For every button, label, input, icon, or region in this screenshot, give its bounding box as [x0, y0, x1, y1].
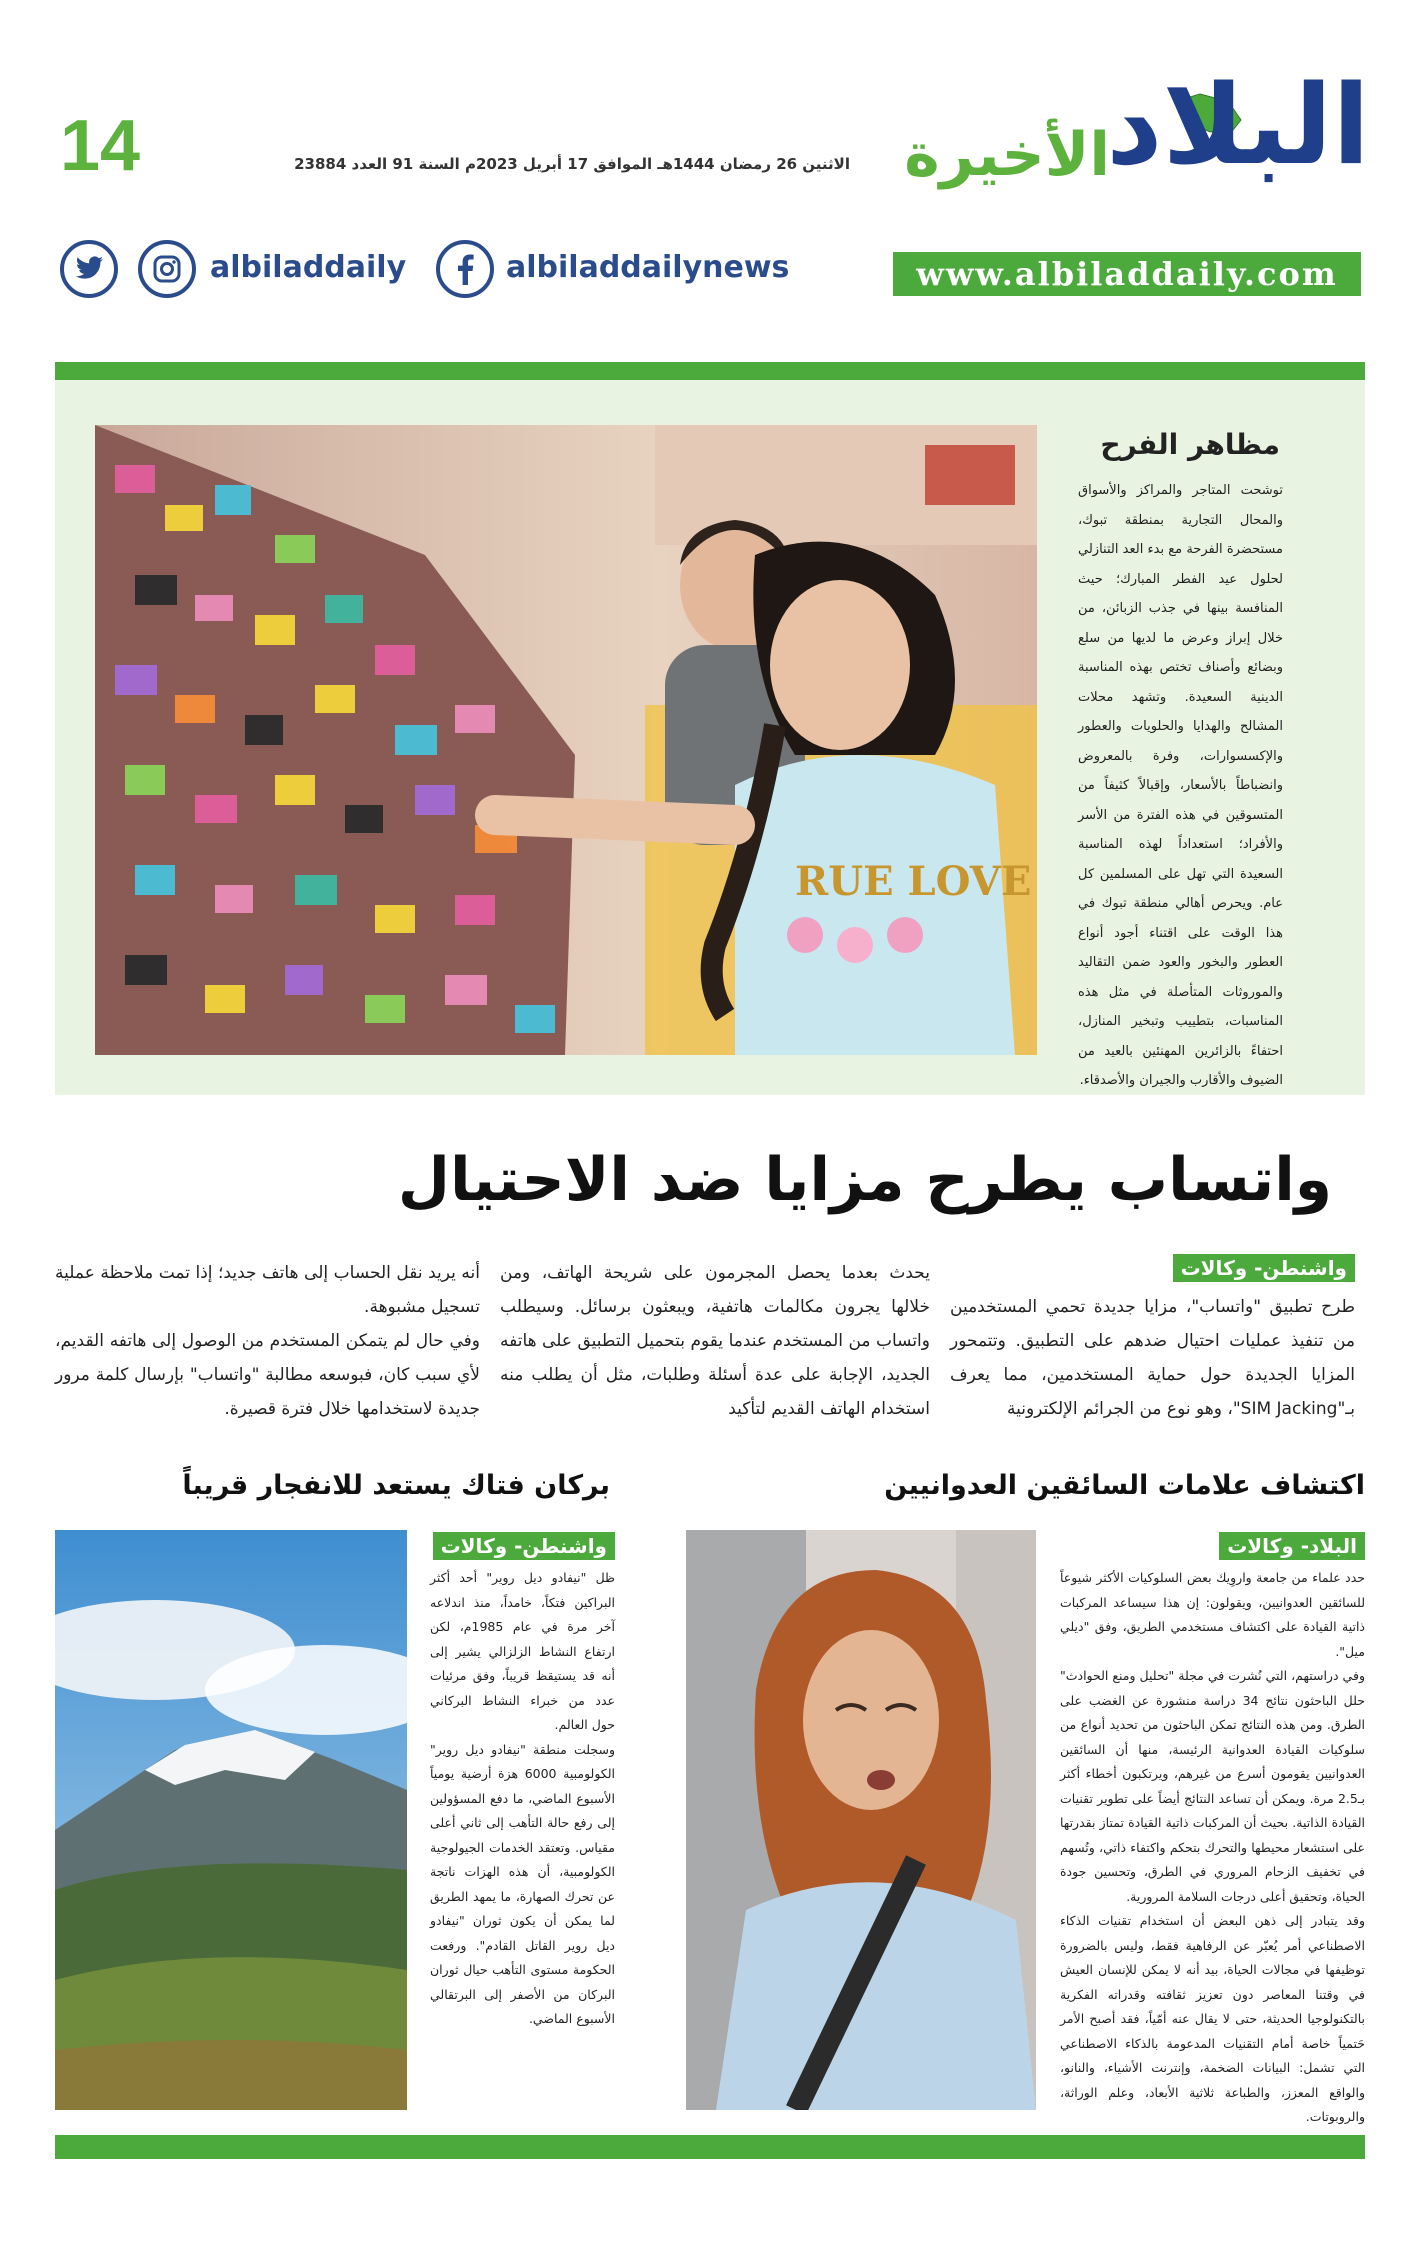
- volcano-p2: وسجلت منطقة "نيفادو ديل روير" الكولومبية 6000 هزة أرضية يومياً الأسبوع الماضي، ما دفع المسؤولين إلى رفع حالة التأهب إلى ثاني أعلى مقياس. وتعتقد الخدمات الجيولوجية الكولومبية، أن هذه الهزات ناتجة عن تحرك الصهارة، ما يمهد الطريق لما يمكن أن يكون ثوران "نيفادو ديل روير القاتل القادم". ورفعت الحكومة مستوى التأهب حيال ثوران البركان من الأصفر إلى البرتقالي الأسبوع الماضي.: [430, 1741, 615, 2026]
- instagram-icon[interactable]: [138, 240, 196, 298]
- logo-sub: الأخيرة: [904, 120, 1110, 190]
- page-number: 14: [60, 106, 141, 186]
- feature-photo-girl-sweets: [95, 425, 1037, 1055]
- drivers-p3: وقد يتبادر إلى ذهن البعض أن استخدام تقنيات الذكاء الاصطناعي أمر يُعبّر عن الرفاهية فقط، وليس بالضرورة توظيفها في مجالات الحياة، بيد أنه لا يمكن للإنسان العيش في وقتنا المعاصر دون تعزيز ثقافته وقدراته الفكرية بالتكنولوجيا الحديثة، حتى لا يقال عنه أمّياً، فقد أصبح الأمر حَتمياً خاصة أمام التقنيات المدعومة بالذكاء الاصطناعي التي تشمل: البيانات الضخمة، وإنترنت الأشياء، والنانو، والواقع المعزز، والطباعة ثلاثية الأبعاد، وعلم الوراثة، والروبوتات.: [1060, 1913, 1365, 2124]
- logo-main: البلاد: [1106, 61, 1370, 189]
- whatsapp-col2: يحدث بعدما يحصل المجرمون على شريحة الهاتف، ومن خلالها يجرون مكالمات هاتفية، ويبعثون برسائل. وسيطلب واتساب من المستخدم عندما يقوم بتحميل التطبيق على هاتفه الجديد، الإجابة على عدة أسئلة وطلبات، مثل أن يطلب منه استخدام الهاتف القديم لتأكيد: [500, 1263, 930, 1419]
- feature-body: توشحت المتاجر والمراكز والأسواق والمحال التجارية بمنطقة تبوك، مستحضرة الفرحة مع بدء العد التنازلي لحلول عيد الفطر المبارك؛ حيث المنافسة بينها في جذب الزبائن، من خلال إبراز وعرض ما لديها من سلع وبضائع وأصناف تختص بهذه المناسبة الدينية السعيدة. وتشهد محلات المشالح والهدايا والحلويات والعطور والإكسسوارات، وفرة بالمعروض وانضباطاً بالأسعار، وإقبالاً كثيفاً من المتسوقين في هذه الفترة من الأسر والأفراد؛ استعداداً لهذه المناسبة السعيدة التي تهل على المسلمين كل عام. ويحرص أهالي منطقة تبوك في هذا الوقت على اقتناء أجود أنواع العطور والبخور والعود ضمن التقاليد والموروثات المتأصلة في مثل هذه المناسبات، بتطييب وتبخير المنازل، احتفاءً بالزائرين المهنئين بالعيد من الضيوف والأقارب والجيران والأصدقاء.: [1078, 483, 1283, 1088]
- drivers-byline: البلاد- وكالات: [1219, 1532, 1365, 1560]
- top-divider: [55, 362, 1365, 380]
- volcano-body: [430, 1566, 615, 2032]
- whatsapp-col3-p1: أنه يريد نقل الحساب إلى هاتف جديد؛ إذا تمت ملاحظة عملية تسجيل مشبوهة.: [55, 1263, 480, 1317]
- volcano-title: بركان فتاك يستعد للانفجار قريباً: [182, 1470, 610, 1501]
- twitter-icon[interactable]: [60, 240, 118, 298]
- volcano-byline: واشنطن- وكالات: [433, 1532, 615, 1560]
- whatsapp-col1: طرح تطبيق "واتساب"، مزايا جديدة تحمي المستخدمين من تنفيذ عمليات احتيال ضدهم على التطبيق. وتتمحور المزايا الجديدة حول حماية المستخدمين، مما يعرف بـ"SIM Jacking"، وهو نوع من الجرائم الإلكترونية: [950, 1297, 1355, 1419]
- social-handle-instagram[interactable]: albiladdaily: [210, 250, 407, 285]
- dateline: الاثنين 26 رمضان 1444هـ الموافق 17 أبريل 2023م السنة 91 العدد 23884: [294, 155, 850, 173]
- drivers-p1: حدد علماء من جامعة واروِيك بعض السلوكيات الأكثر شيوعاً للسائقين العدوانيين، ويقولون: إن هذا سيساعد المركبات ذاتية القيادة على اكتشاف مستخدمي الطريق، وفق "ديلي ميل".: [1060, 1570, 1365, 1659]
- facebook-icon[interactable]: [436, 240, 494, 298]
- website-url[interactable]: www.albiladdaily.com: [893, 252, 1361, 296]
- volcano-p1: ظل "نيفادو ديل روير" أحد أكثر البراكين فتكاً، خامداً، منذ اندلاعه آخر مرة في عام 1985م، لكن ارتفاع النشاط الزلزالي يشير إلى أنه قد يستيقظ قريباً، وفق مرئيات عدد من خبراء النشاط البركاني حول العالم.: [430, 1570, 615, 1732]
- drivers-p2: وفي دراستهم، التي نُشرت في مجلة "تحليل ومنع الحوادث" حلل الباحثون نتائج 34 دراسة منشورة عن الغضب على الطرق. ومن هذه النتائج تمكن الباحثون من تحديد أنواع من سلوكيات القيادة العدوانية الرئيسة، منها أن السائقين العدوانيين يقومون أسرع من غيرهم، ويرتكبون أخطاء أكثر بـ2.5 مرة. ويمكن أن تساعد النتائج أيضاً على تطوير تقنيات القيادة الذاتية. بحيث أن المركبات ذاتية القيادة تمتاز بقدرتها على استشعار محيطها والتحرك بتحكم واكتفاء ذاتي، وتُسهم في تخفيف الزحام المروري في الطرق، وتحسين جودة الحياة، وتحقيق أعلى درجات السلامة المرورية.: [1060, 1668, 1365, 1904]
- social-handle-facebook[interactable]: albiladdailynews: [506, 250, 790, 285]
- volcano-byline-wrap: [430, 1532, 615, 1560]
- whatsapp-byline: واشنطن- وكالات: [1173, 1254, 1355, 1282]
- drivers-title: اكتشاف علامات السائقين العدوانيين: [884, 1470, 1365, 1501]
- volcano-photo: [55, 1530, 407, 2110]
- whatsapp-col3-p2: وفي حال لم يتمكن المستخدم من الوصول إلى هاتفه القديم، لأي سبب كان، فبوسعه مطالبة "واتساب" بإرسال كلمة مرور جديدة لاستخدامها خلال فترة قصيرة.: [55, 1331, 480, 1419]
- whatsapp-byline-wrap: [950, 1254, 1355, 1282]
- whatsapp-headline: واتساب يطرح مزايا ضد الاحتيال: [397, 1145, 1333, 1215]
- drivers-photo-angry-driver: [686, 1530, 1036, 2110]
- whatsapp-col3: [55, 1256, 480, 1426]
- svg-text:RUE LOVE: RUE LOVE: [795, 858, 1032, 905]
- drivers-byline-wrap: [1060, 1532, 1365, 1560]
- bottom-divider: [55, 2135, 1365, 2159]
- drivers-body: [1060, 1566, 1365, 2130]
- feature-title: مظاهر الفرح: [1100, 428, 1280, 461]
